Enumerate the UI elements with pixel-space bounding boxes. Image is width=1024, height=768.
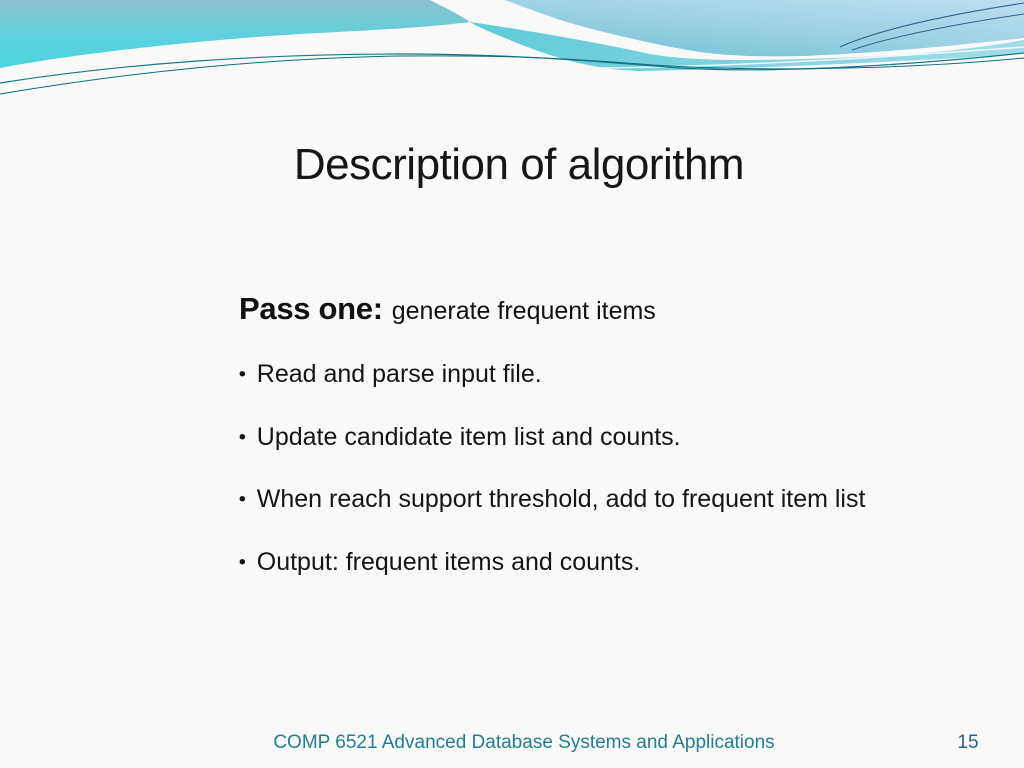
wave-sky-left-shape (0, 0, 470, 68)
bullet-dot: • (238, 550, 246, 574)
bullet-text: Update candidate item list and counts. (256, 422, 681, 451)
bullet-item (238, 486, 958, 513)
pass-one-heading-rest: generate frequent items (391, 297, 656, 325)
wave-header-decoration (0, 0, 1024, 130)
pass-one-heading-bold: Pass one: (239, 291, 383, 326)
bullet-dot: • (238, 487, 246, 511)
bullet-item (238, 549, 958, 576)
bullet-item (238, 424, 958, 451)
bullet-text: Read and parse input file. (256, 360, 542, 388)
bullet-list (238, 361, 958, 611)
bullet-dot: • (238, 425, 246, 449)
bullet-dot: • (238, 362, 246, 386)
pass-one-heading (239, 291, 656, 327)
bullet-text: Output: frequent items and counts. (256, 547, 641, 576)
bullet-text: When reach support threshold, add to frequent item list (256, 485, 866, 513)
slide-title: Description of algorithm (293, 140, 745, 189)
footer-page-number: 15 (957, 732, 979, 753)
footer-course-name: COMP 6521 Advanced Database Systems and Applications (273, 732, 775, 753)
bullet-item (238, 361, 958, 388)
